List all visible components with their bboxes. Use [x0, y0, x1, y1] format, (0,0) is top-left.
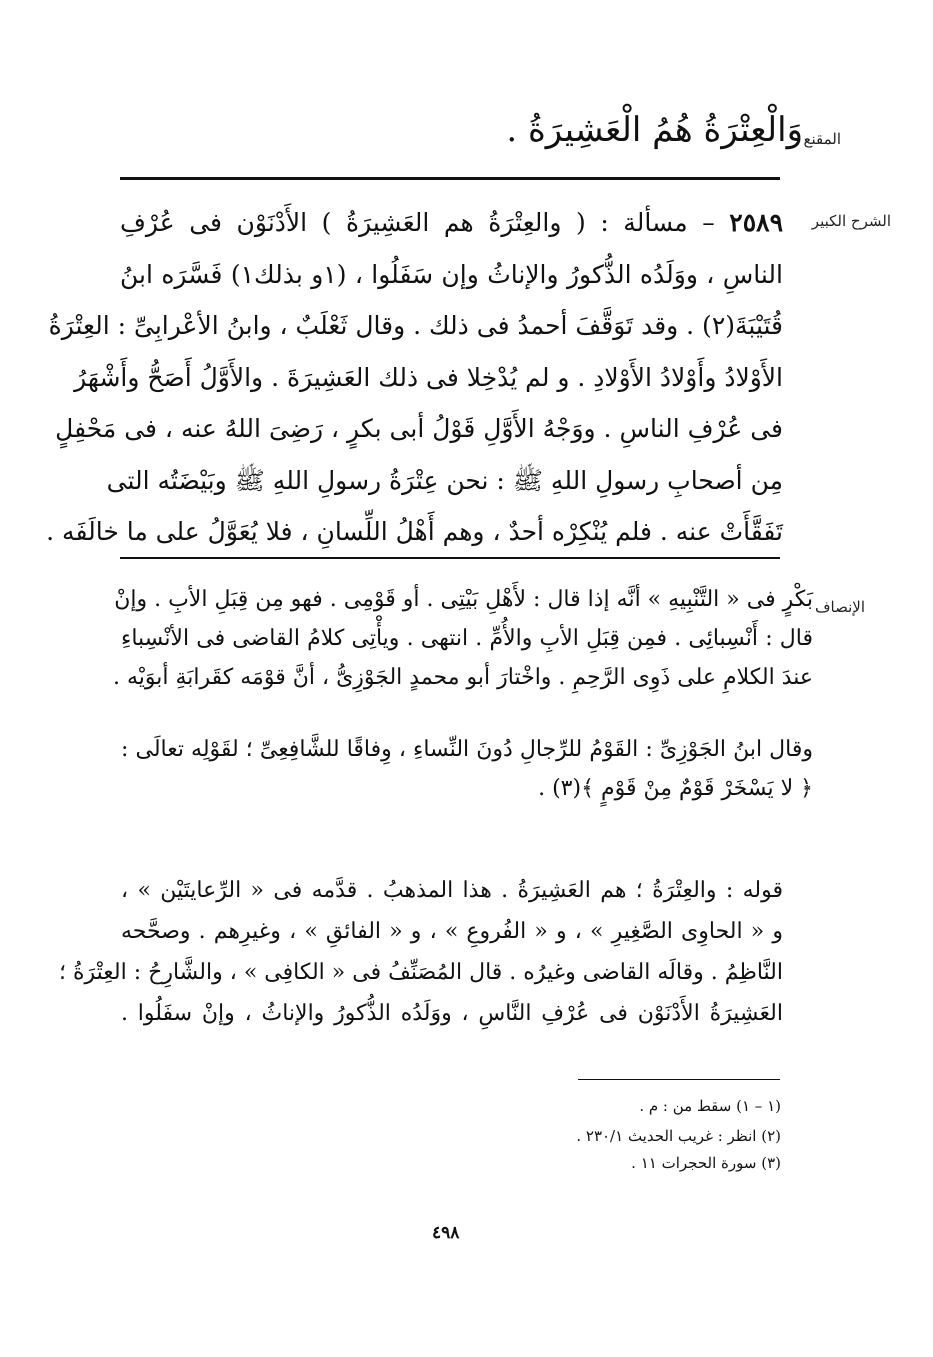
insaf-line-5: ﴿ لا يَسْخَرْ قَوْمٌ مِنْ قَوْمٍ ﴾(٣) .	[538, 776, 813, 801]
muqni-text	[506, 110, 803, 150]
insaf-line-7: و « الحاوِى الصَّغِيرِ » ، و « الفُروعِ » ، و « الفائقِ » ، وغيرِهم . وصحَّحه	[121, 919, 783, 944]
label-sharh: الشرح الكبير	[811, 212, 891, 230]
insaf-line-6: قوله : والعِتْرَةُ ؛ هم العَشِيرَةُ . هذا المذهبُ . قدَّمه فى « الرِّعايتَيْن » ،	[121, 878, 783, 903]
insaf-line-2: قال : أَنْسِبائِى . فمِن قِبَلِ الأبِ والأُمِّ . انتهى . ويأْتِى كلامُ القاضى فى الأنْسِباءِ	[121, 626, 813, 651]
insaf-line-9: العَشِيرَةُ الأَدْنَوْن فى عُرْفِ النَّاسِ ، ووَلَدُه الذُّكورُ والإناثُ ، وإنْ سفَلُوا .	[121, 1001, 783, 1026]
footnote-3: (٣) سورة الحجرات ١١ .	[631, 1154, 781, 1172]
issue-number: ٢٥٨٩	[729, 208, 784, 237]
sharh-line-1: ٢٥٨٩ – مسألة : ( والعِتْرَةُ هم العَشِيرَةُ ) الأَدْنَوْن فى عُرْفِ	[120, 208, 784, 237]
insaf-line-3: عندَ الكلامِ على ذَوِى الرَّحِمِ . واخْتارَ أبو محمدٍ الجَوْزِىُّ ، أنَّ قوْمَه كقَرابَةِ أبوَيْه .	[113, 665, 813, 690]
sharh-line-4: الأَوْلادُ وأَوْلادُ الأَوْلادِ . و لم يُدْخِلا فى ذلك العَشِيرَةَ . والأَوَّلُ أَصَحُّ وأَشْهَرُ	[74, 362, 783, 392]
sharh-line-2: الناسِ ، ووَلَدُه الذُّكورُ والإناثُ وإن سَفَلُوا ، (١و بذلك١) فَسَّرَه ابنُ	[120, 259, 783, 289]
sharh-line-7: تَفَقَّأَتْ عنه . فلم يُنْكِرْه أحدٌ ، وهم أَهْلُ اللِّسانِ ، فلا يُعَوَّلُ على ما خالَفَه .	[46, 517, 783, 546]
muqni-line: وَالْعِتْرَةُ هُمُ الْعَشِيرَةُ .	[506, 110, 803, 150]
page-number: ٤٩٨	[432, 1223, 460, 1243]
sharh-line-5: فى عُرْفِ الناسِ . ووَجْهُ الأَوَّلِ قَوْلُ أبى بكرٍ ، رَضِىَ اللهُ عنه ، فى مَحْفِلٍ	[55, 414, 783, 443]
sharh-line-3: قُتَيْبَةَ(٢) . وقد تَوَقَّفَ أحمدُ فى ذلك . وقال ثَعْلَبٌ ، وابنُ الأعْرابِىِّ : العِتْرَةُ	[48, 311, 783, 340]
insaf-line-4: وقال ابنُ الجَوْزِىِّ : القَوْمُ للرِّجالِ دُونَ النِّساءِ ، وِفاقًا للشَّافِعِىِّ ؛ لقَوْلِه تعالَى :	[121, 737, 813, 762]
middle-rule	[120, 557, 780, 559]
footnote-1: (١ – ١) سقط من : م .	[639, 1097, 781, 1115]
sharh-line-6: مِن أصحابِ رسولِ اللهِ ﷺ : نحن عِتْرَةُ رسولِ اللهِ ﷺ وبَيْضَتُه التى	[106, 465, 783, 495]
top-rule	[120, 177, 780, 180]
insaf-text-1	[113, 580, 813, 697]
footnote-rule	[578, 1079, 780, 1080]
sharh-text	[46, 197, 784, 558]
label-muqni: المقنع	[803, 130, 841, 148]
insaf-line-1: بَكْرٍ فى « التَّنْبِيهِ » أنَّه إذا قال : لأَهْلِ بَيْتِى . أو قَوْمِى . فهو مِن قِبَلِ الأبِ . وإنْ	[114, 587, 813, 612]
insaf-line-8: النَّاظِمُ . وقالَه القاضى وغيرُه . قال المُصَنِّفُ فى « الكافِى » ، والشَّارِحُ : العِتْرَةُ ؛	[59, 960, 783, 985]
label-insaf: الإنصاف	[814, 598, 865, 616]
insaf-text-2	[121, 730, 813, 808]
footnote-2: (٢) انظر : غريب الحديث ٢٣٠/١ .	[576, 1127, 781, 1145]
insaf-text-3	[59, 870, 783, 1034]
